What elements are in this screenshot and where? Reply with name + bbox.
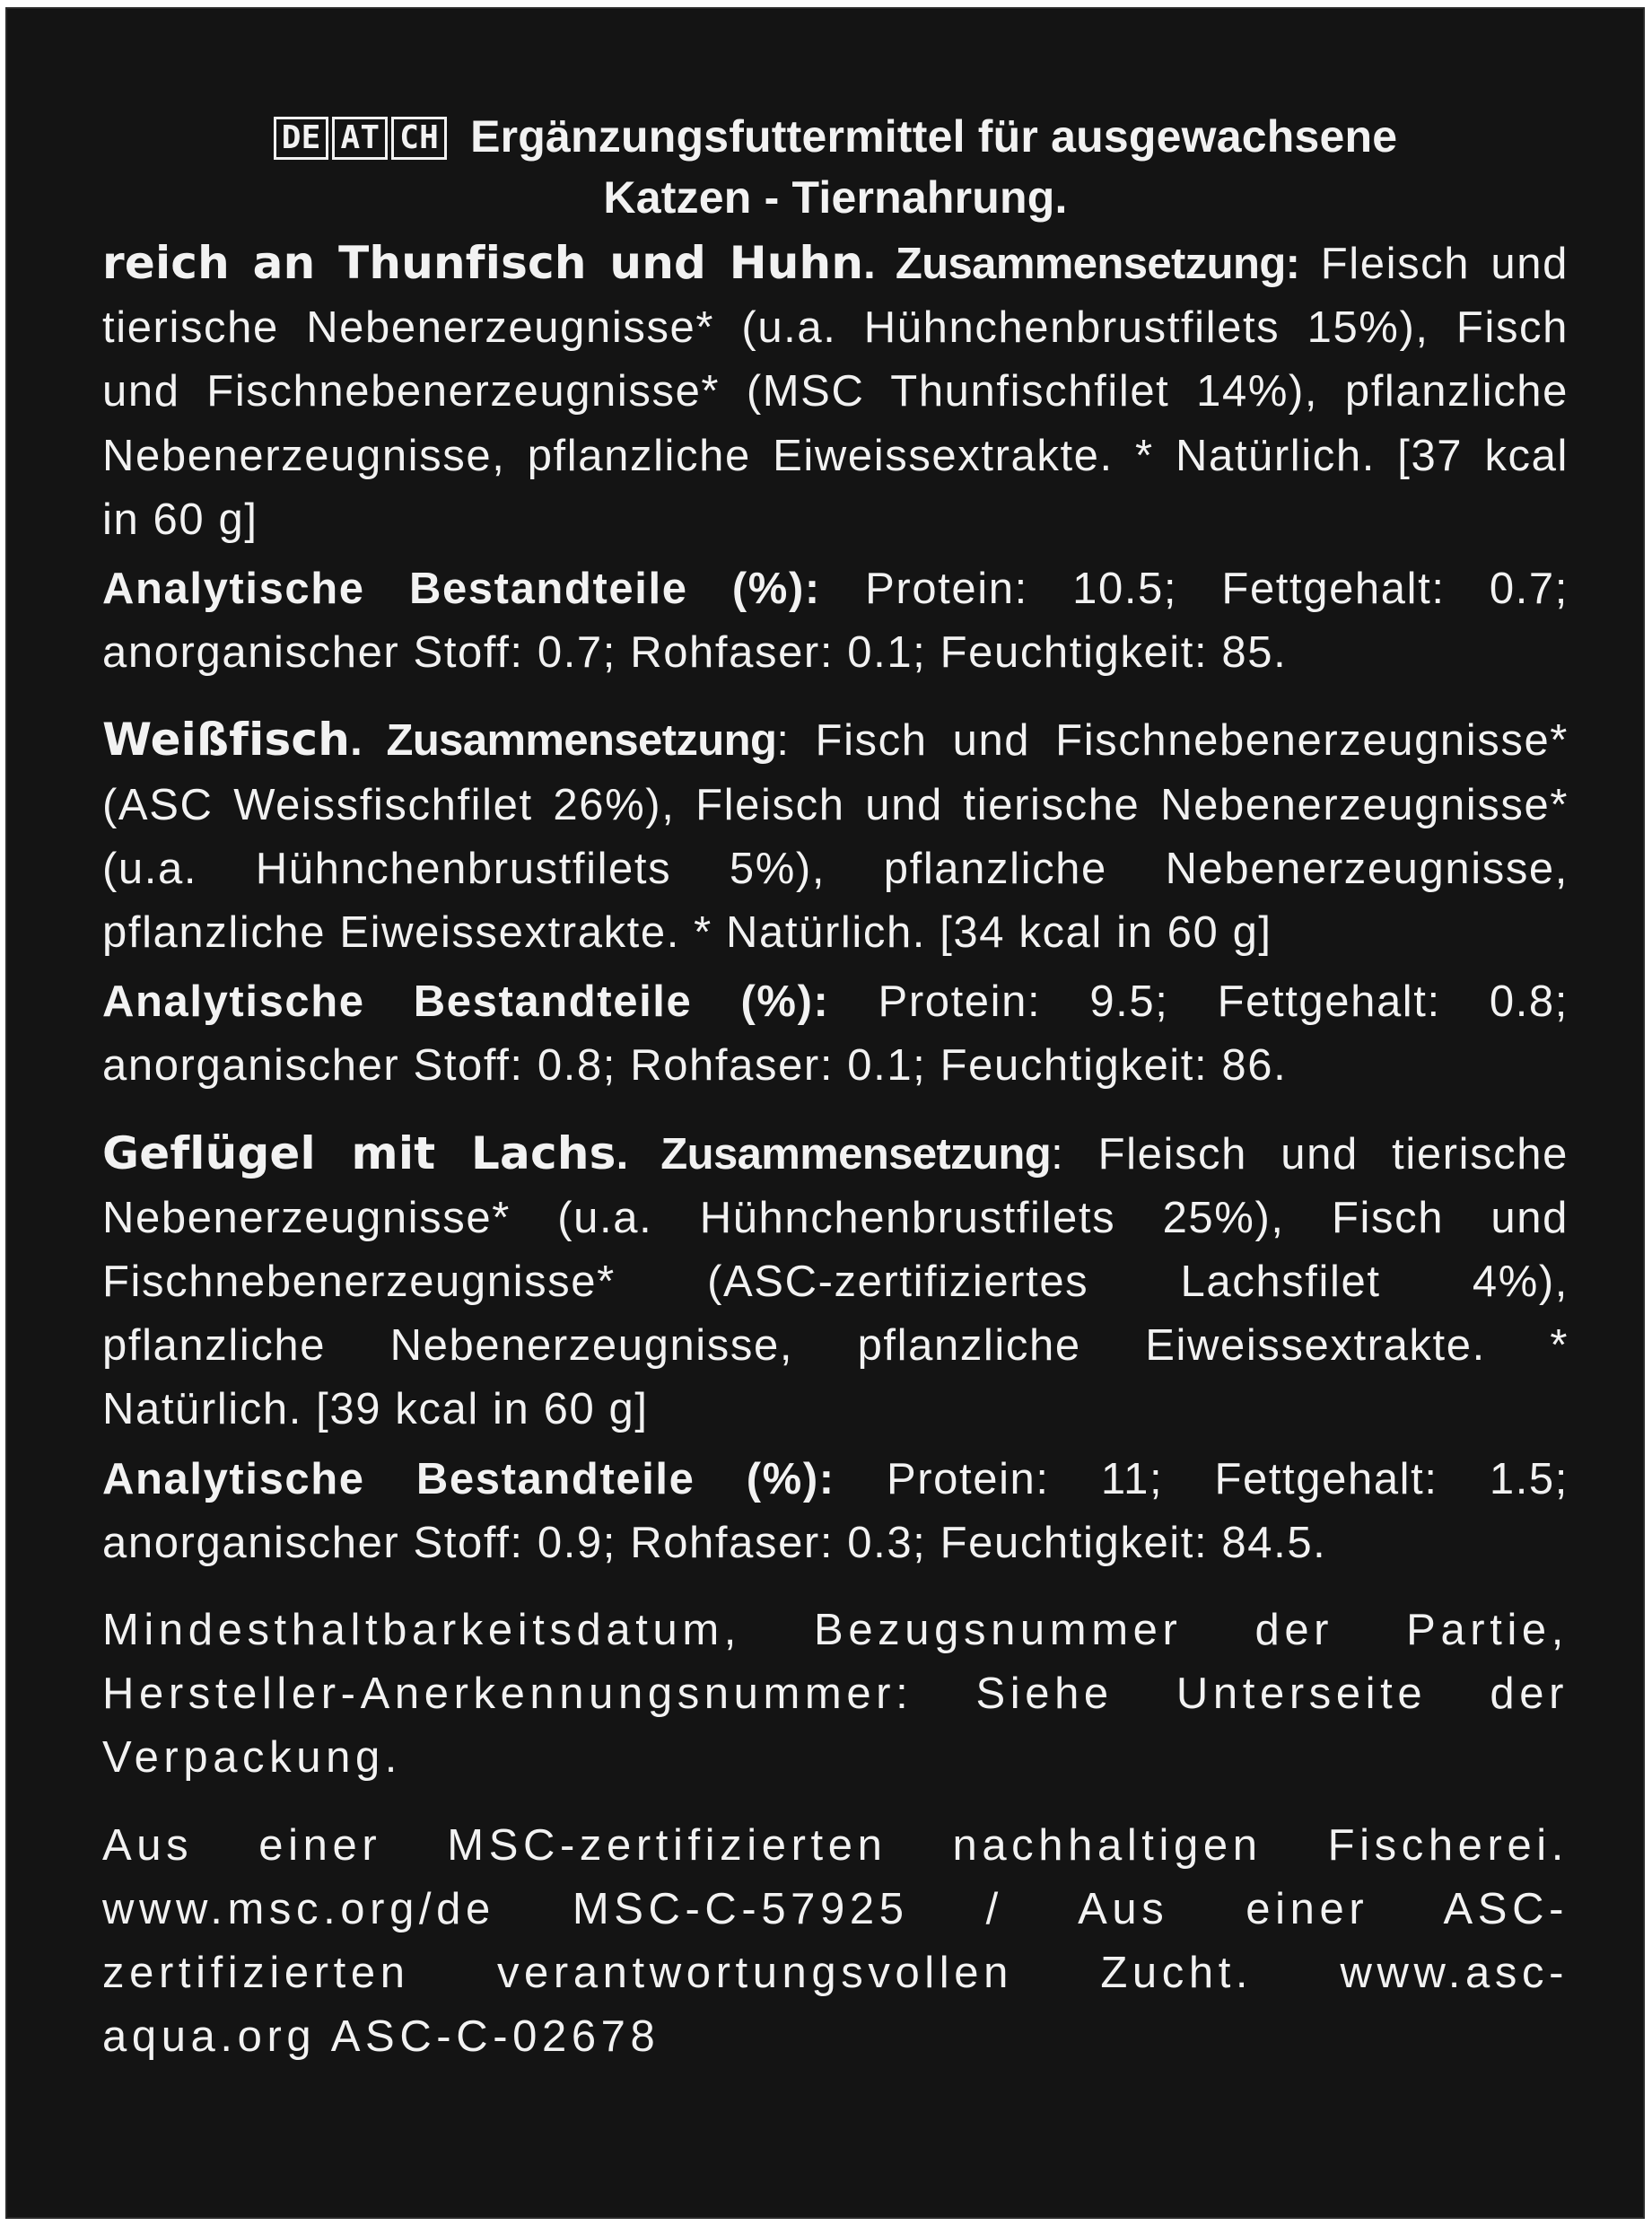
variety-1-composition-text: Fleisch und tierische Nebenerzeugnisse* (u.a. Hühnchenbrustfilets 15%), Fisch und Fischnebenerzeugnisse* (MSC Thunfischfilet 14%), pflanzliche Nebenerzeugnisse, pflanzliche Eiweissextrakte. * Natürlich. [37 kcal in 60 g] — [102, 240, 1569, 544]
variety-1-analysis-label: Analytische Bestandteile (%): — [102, 565, 821, 614]
certification-info: Aus einer MSC-zertifizierten nachhaltigen Fischerei. www.msc.org/de MSC-C-57925 / Aus einer ASC-zertifizierten verantwortungsvollen Zucht. www.asc-aqua.org ASC-C-02678 — [102, 1820, 1569, 2062]
variety-1-composition-label: Zusammensetzung: — [895, 240, 1300, 288]
variety-3-analysis — [102, 1448, 1569, 1575]
country-code-at: AT — [332, 117, 388, 160]
country-code-ch: CH — [391, 117, 447, 160]
header-title-line2: Katzen - Tiernahrung. — [603, 172, 1068, 223]
variety-3-composition-text: : Fleisch und tierische Nebenerzeugnisse* (u.a. Hühnchenbrustfilets 25%), Fisch und Fischnebenerzeugnisse* (ASC-zertifiziertes Lachsfilet 4%), pflanzliche Nebenerzeugnisse, pflanzliche Eiweissextrakte. * Natürlich. [39 kcal in 60 g] — [102, 1129, 1569, 1434]
variety-3-composition: Geflügel mit Lachs. Zusammensetzung: Fleisch und tierische Nebenerzeugnisse* (u.a. Hühnchenbrustfilets 25%), Fisch und Fischnebenerzeugnisse* (ASC-zertifiziertes Lachsfilet 4%), pflanzliche Nebenerzeugnisse, pflanzliche Eiweissextrakte. * Natürlich. [39 kcal in 60 g] — [102, 1126, 1569, 1434]
variety-3-composition-label: Zusammensetzung — [660, 1129, 1052, 1179]
variety-2-analysis-label: Analytische Bestandteile (%): — [102, 977, 830, 1027]
variety-2-name: Weißfisch — [102, 714, 351, 767]
variety-2-analysis — [102, 970, 1569, 1098]
header-title-line1: Ergänzungsfuttermittel für ausgewachsene — [470, 111, 1398, 162]
country-code-de: DE — [274, 117, 329, 160]
label-panel — [7, 9, 1643, 2217]
label-header — [102, 106, 1569, 228]
variety-1-analysis-text: Protein: 10.5; Fettgehalt: 0.7; anorganischer Stoff: 0.7; Rohfaser: 0.1; Feuchtigkeit: 85. — [102, 565, 1569, 678]
variety-1-composition: reich an Thunfisch und Huhn. Zusammensetzung: Fleisch und tierische Nebenerzeugnisse* (u.a. Hühnchenbrustfilets 15%), Fisch und Fischnebenerzeugnisse* (MSC Thunfischfilet 14%), pflanzliche Nebenerzeugnisse, pflanzliche Eiweissextrakte. * Natürlich. [37 kcal in 60 g] — [102, 237, 1569, 544]
variety-1-name: reich an Thunfisch und Huhn — [102, 237, 864, 289]
variety-2-composition: Weißfisch. Zusammensetzung: Fisch und Fischnebenerzeugnisse* (ASC Weissfischfilet 26%), Fleisch und tierische Nebenerzeugnisse* (u.a. Hühnchenbrustfilets 5%), pflanzliche Nebenerzeugnisse, pflanzliche Eiweissextrakte. * Natürlich. [34 kcal in 60 g] — [102, 714, 1569, 958]
batch-info: Mindesthaltbarkeitsdatum, Bezugsnummer der Partie, Hersteller-Anerkennungsnummer: Siehe Unterseite der Verpackung. — [102, 1606, 1569, 1783]
variety-3-analysis-label: Analytische Bestandteile (%): — [102, 1454, 835, 1503]
variety-2-composition-text: : Fisch und Fischnebenerzeugnisse* (ASC Weissfischfilet 26%), Fleisch und tierische Nebenerzeugnisse* (u.a. Hühnchenbrustfilets 5%), pflanzliche Nebenerzeugnisse, pflanzliche Eiweissextrakte. * Natürlich. [34 kcal in 60 g] — [102, 716, 1569, 958]
variety-3-analysis-text: Protein: 11; Fettgehalt: 1.5; anorganischer Stoff: 0.9; Rohfaser: 0.3; Feuchtigkeit: 84.5. — [102, 1454, 1569, 1567]
variety-2-composition-label: Zusammensetzung — [386, 716, 777, 766]
variety-1-analysis — [102, 557, 1569, 685]
variety-3-name: Geflügel mit Lachs — [102, 1126, 616, 1179]
country-codes — [274, 117, 447, 160]
label-text — [102, 106, 1569, 2069]
variety-2-analysis-text: Protein: 9.5; Fettgehalt: 0.8; anorganischer Stoff: 0.8; Rohfaser: 0.1; Feuchtigkeit: 86. — [102, 977, 1569, 1091]
